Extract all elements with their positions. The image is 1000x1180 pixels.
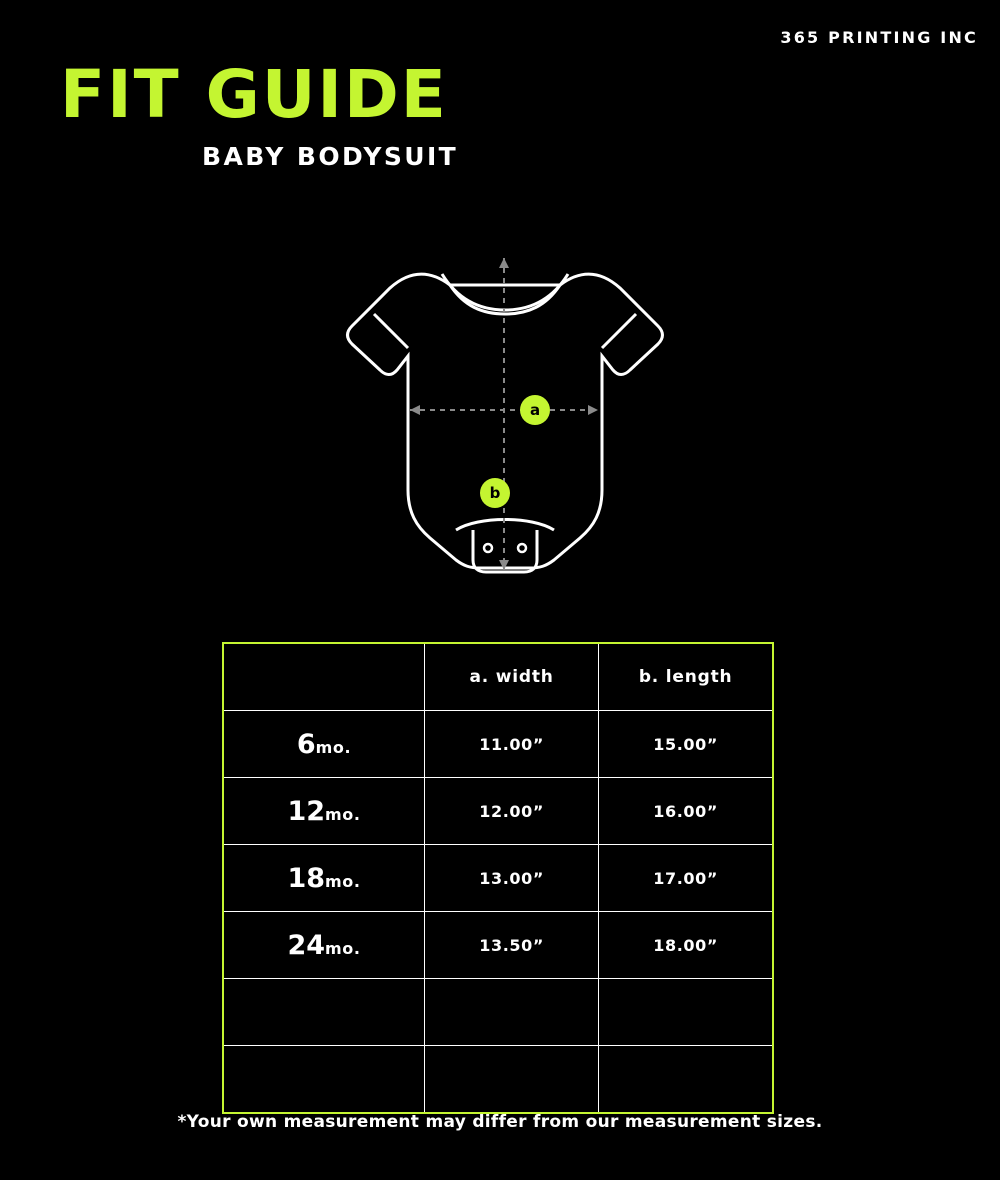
table-header-row (223, 643, 773, 711)
page-title: FIT GUIDE (60, 56, 448, 133)
footnote: *Your own measurement may differ from our measurement sizes. (177, 1112, 823, 1132)
cell-width: 12.00” (425, 778, 599, 845)
cell-width: 13.00” (425, 845, 599, 912)
cell-size: 6mo. (223, 711, 425, 778)
cell-size: 12mo. (223, 778, 425, 845)
cell-width (425, 979, 599, 1046)
bodysuit-diagram (330, 230, 680, 590)
cell-length: 17.00” (599, 845, 773, 912)
cell-size (223, 1046, 425, 1114)
cell-length: 16.00” (599, 778, 773, 845)
header-cell-width: a. width (425, 643, 599, 711)
marker-b: b (480, 478, 510, 508)
table-row (223, 912, 773, 979)
table-row (223, 979, 773, 1046)
header-cell-length: b. length (599, 643, 773, 711)
table-row (223, 711, 773, 778)
cell-length: 18.00” (599, 912, 773, 979)
brand-label: 365 PRINTING INC (780, 28, 978, 47)
table-row (223, 845, 773, 912)
title-block (60, 56, 459, 171)
cell-size: 24mo. (223, 912, 425, 979)
cell-length: 15.00” (599, 711, 773, 778)
cell-length (599, 1046, 773, 1114)
bodysuit-illustration (330, 230, 680, 590)
table-row (223, 778, 773, 845)
cell-size: 18mo. (223, 845, 425, 912)
header-cell-size (223, 643, 425, 711)
cell-width (425, 1046, 599, 1114)
page-subtitle: BABY BODYSUIT (202, 142, 459, 171)
cell-length (599, 979, 773, 1046)
size-table-container (222, 642, 774, 1114)
size-table (222, 642, 774, 1114)
cell-size (223, 979, 425, 1046)
cell-width: 11.00” (425, 711, 599, 778)
cell-width: 13.50” (425, 912, 599, 979)
table-row (223, 1046, 773, 1114)
marker-a: a (520, 395, 550, 425)
